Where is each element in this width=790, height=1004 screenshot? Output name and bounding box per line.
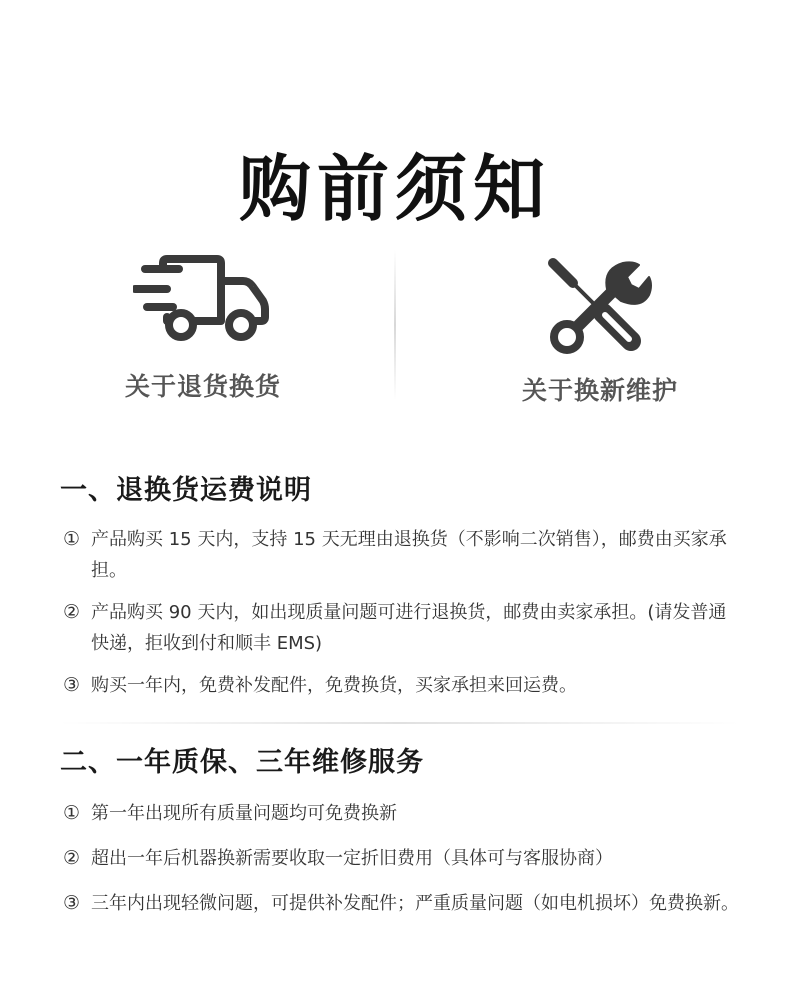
item-number: ① [63,528,81,550]
list-item [60,798,740,829]
item-number: ③ [63,674,81,696]
item-text: 超出一年后机器换新需要收取一定折旧费用（具体可与客服协商） [91,848,613,869]
item-number: ① [63,802,81,824]
item-text: 购买一年内，免费补发配件，免费换货，买家承担来回运费。 [91,675,577,696]
feature-renewal-maintenance[interactable] [450,255,750,407]
item-text: 产品购买 90 天内，如出现质量问题可进行退换货，邮费由卖家承担。(请发普通快递，拒收到付和顺丰 EMS) [91,602,727,654]
vertical-divider [394,250,396,400]
feature-label: 关于退货换货 [124,372,281,401]
item-text: 产品购买 15 天内，支持 15 天无理由退换货（不影响二次销售），邮费由买家承担。 [91,529,727,581]
feature-return-exchange[interactable] [53,255,353,403]
list-item [60,888,740,919]
item-number: ② [63,601,81,623]
wrench-screwdriver-icon [545,255,655,355]
item-text: 第一年出现所有质量问题均可免费换新 [91,803,397,824]
item-number: ② [63,847,81,869]
list-item [60,597,740,659]
page-title: 购前须知 [238,147,551,232]
section-heading: 一、退换货运费说明 [60,475,312,506]
section-warranty-service [60,746,740,933]
section-return-shipping [60,474,740,712]
item-number: ③ [63,892,81,914]
section-heading: 二、一年质保、三年维修服务 [60,747,424,778]
feature-label: 关于换新维护 [521,376,678,405]
list-item [60,524,740,586]
list-item [60,843,740,874]
item-text: 三年内出现轻微问题，可提供补发配件；严重质量问题（如电机损坏）免费换新。 [91,893,739,914]
horizontal-divider [60,722,740,724]
list-item [60,670,740,701]
delivery-truck-icon [133,255,273,345]
